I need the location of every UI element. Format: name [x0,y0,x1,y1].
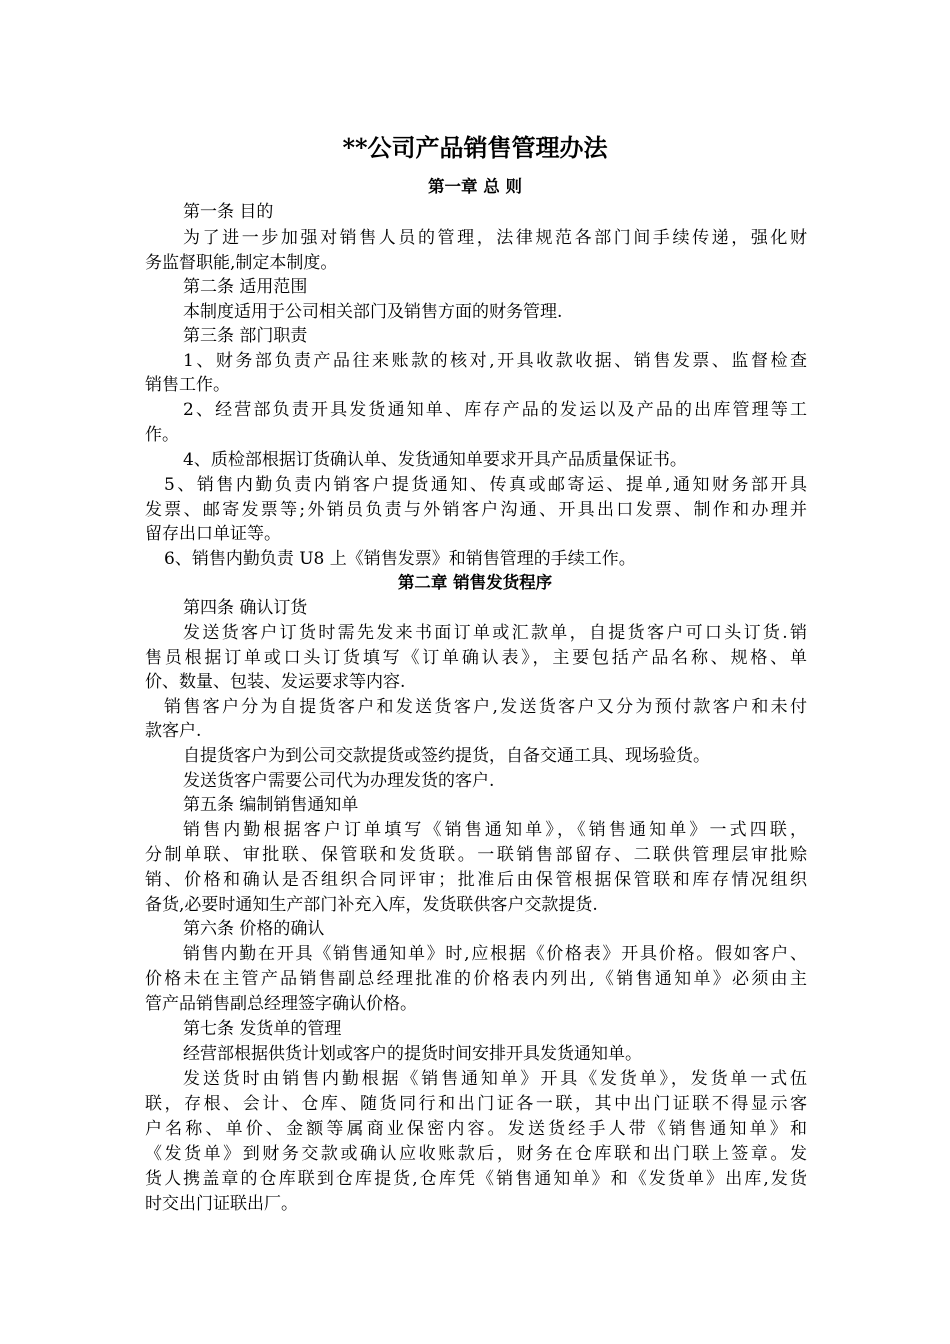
article-3-item-line: 2、经营部负责开具发货通知单、库存产品的发运以及产品的出库管理等工 [183,400,807,420]
article-5-paragraph-line: 分制单联、审批联、保管联和发货联。一联销售部留存、二联供管理层审批赊 [145,845,807,865]
article-7-paragraph-line: 货人携盖章的仓库联到仓库提货,仓库凭《销售通知单》和《发货单》出库,发货 [145,1169,807,1189]
article-3-item-line: 1、财务部负责产品往来账款的核对,开具收款收据、销售发票、监督检查 [183,351,807,371]
article-3-item-line: 作。 [145,425,179,445]
article-4-paragraph: 发送货客户需要公司代为办理发货的客户. [183,771,495,791]
article-1-paragraph-line: 为了进一步加强对销售人员的管理，法律规范各部门间手续传递，强化财 [183,228,807,248]
article-7-paragraph-line: 时交出门证联出厂。 [145,1194,298,1214]
article-1-paragraph-line: 务监督职能,制定本制度。 [145,253,338,273]
article-6-heading: 第六条 价格的确认 [183,919,325,939]
article-7-paragraph-line: 联，存根、会计、仓库、随货同行和出门证各一联，其中出门证联不得显示客 [145,1094,807,1114]
article-4-paragraph-line: 售员根据订单或口头订货填写《订单确认表》，主要包括产品名称、规格、单 [145,648,807,668]
article-5-paragraph-line: 销售内勤根据客户订单填写《销售通知单》，《销售通知单》一式四联， [183,820,807,840]
article-3-item-line: 5、销售内勤负责内销客户提货通知、传真或邮寄运、提单,通知财务部开具 [164,475,807,495]
article-6-paragraph-line: 销售内勤在开具《销售通知单》时,应根据《价格表》开具价格。假如客户、 [183,944,807,964]
article-4-paragraph-line: 发送货客户订货时需先发来书面订单或汇款单，自提货客户可口头订货.销 [183,623,807,643]
article-4-paragraph-line: 款客户. [145,721,202,741]
article-3-item-line: 销售工作。 [145,375,230,395]
article-4-paragraph-line: 销售客户分为自提货客户和发送货客户,发送货客户又分为预付款客户和未付 [164,697,807,717]
article-6-paragraph-line: 管产品销售副总经理签字确认价格。 [145,994,417,1014]
article-3-item: 4、质检部根据订货确认单、发货通知单要求开具产品质量保证书。 [183,450,687,470]
article-4-heading: 第四条 确认订货 [183,598,308,618]
chapter-2-heading: 第二章 销售发货程序 [397,573,553,592]
article-3-item-line: 发票、邮寄发票等;外销员负责与外销客户沟通、开具出口发票、制作和办理并 [145,500,807,520]
article-5-paragraph-line: 备货,必要时通知生产部门补充入库，发货联供客户交款提货. [145,895,598,915]
article-1-heading: 第一条 目的 [183,202,274,222]
article-4-paragraph: 自提货客户为到公司交款提货或签约提货，自备交通工具、现场验货。 [183,746,710,766]
article-6-paragraph-line: 价格未在主管产品销售副总经理批准的价格表内列出,《销售通知单》必须由主 [145,969,807,989]
document-title: **公司产品销售管理办法 [342,133,608,162]
chapter-1-heading: 第一章 总 则 [428,177,522,196]
article-2-paragraph: 本制度适用于公司相关部门及销售方面的财务管理. [183,302,563,322]
article-3-heading: 第三条 部门职责 [183,326,308,346]
article-7-paragraph-line: 户名称、单价、金额等属商业保密内容。发送货经手人带《销售通知单》和 [145,1119,807,1139]
article-2-heading: 第二条 适用范围 [183,277,308,297]
article-5-heading: 第五条 编制销售通知单 [183,795,359,815]
article-5-paragraph-line: 销、价格和确认是否组织合同评审；批准后由保管根据保管联和库存情况组织 [145,870,807,890]
article-7-paragraph-line: 《发货单》到财务交款或确认应收账款后，财务在仓库联和出门联上签章。发 [145,1144,807,1164]
article-7-heading: 第七条 发货单的管理 [183,1019,342,1039]
article-3-item: 6、销售内勤负责 U8 上《销售发票》和销售管理的手续工作。 [164,549,636,569]
article-7-paragraph: 经营部根据供货计划或客户的提货时间安排开具发货通知单。 [183,1044,642,1064]
article-3-item-line: 留存出口单证等。 [145,524,281,544]
article-7-paragraph-line: 发送货时由销售内勤根据《销售通知单》开具《发货单》，发货单一式伍 [183,1069,807,1089]
article-4-paragraph-line: 价、数量、包装、发运要求等内容. [145,672,406,692]
